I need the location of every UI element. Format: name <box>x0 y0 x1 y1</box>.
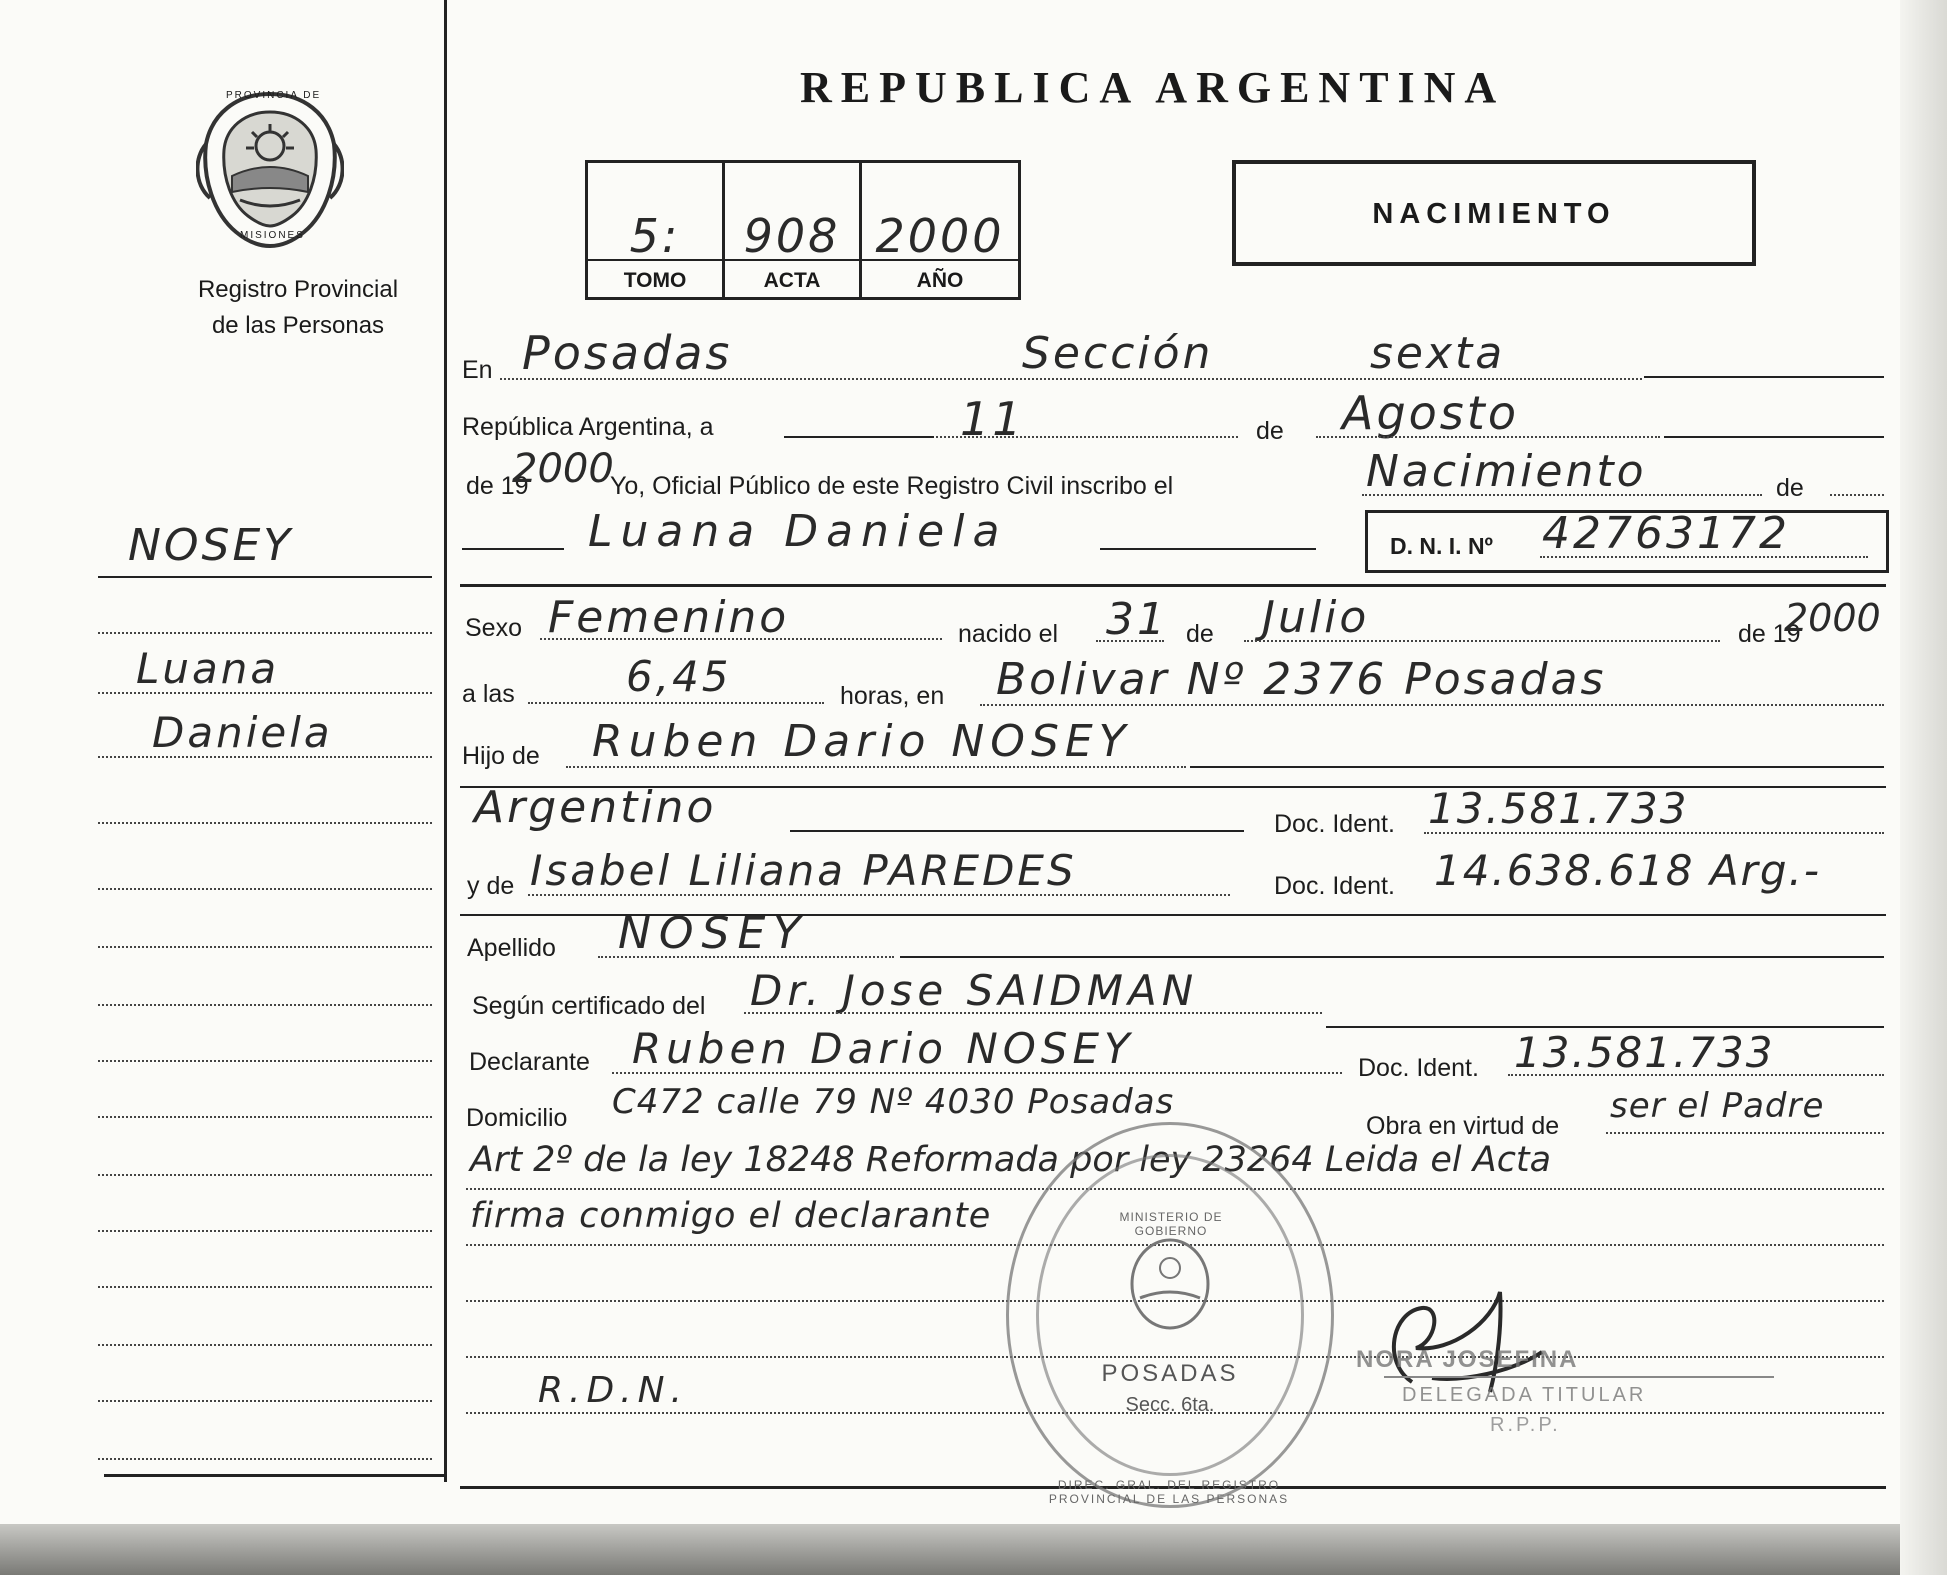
entry-rubrica: R.D.N. <box>538 1370 688 1411</box>
stamp-section: Secc. 6ta. <box>1125 1394 1215 1416</box>
margin-dotted-line <box>98 946 432 948</box>
tomo-cell <box>588 163 725 297</box>
dotted-line-dni <box>1540 556 1868 558</box>
official-stamp-title: DELEGADA TITULAR <box>1402 1384 1647 1406</box>
registration-box <box>585 160 1021 300</box>
margin-dotted-line <box>98 1116 432 1118</box>
entry-seccion: Sección <box>1022 328 1214 379</box>
entry-padre-nacionalidad: Argentino <box>474 782 717 833</box>
dotted-line-dia-nac <box>1096 640 1164 642</box>
label-republica: República Argentina, a <box>462 413 714 441</box>
entry-padre-doc: 13.581.733 <box>1428 784 1689 833</box>
dotted-line-padre-doc <box>1424 832 1884 834</box>
ano-value: 2000 <box>875 209 1005 263</box>
line-apellido-end <box>900 956 1884 958</box>
tomo-value: 5: <box>629 209 681 263</box>
label-doc-padre: Doc. Ident. <box>1274 810 1395 838</box>
stamp-ring-text: DIREC. GRAL. DEL REGISTRO PROVINCIAL DE LAS PERSONAS <box>1048 1478 1290 1506</box>
label-de: de <box>1256 417 1284 445</box>
dotted-line-medico <box>744 1012 1322 1014</box>
entry-apellido: NOSEY <box>618 908 809 959</box>
label-dni: D. N. I. Nº <box>1390 533 1493 559</box>
entry-acto: Nacimiento <box>1366 446 1647 497</box>
stamp-emblem-icon <box>1120 1232 1220 1332</box>
label-obra: Obra en virtud de <box>1366 1112 1560 1140</box>
label-oficial: Yo, Oficial Público de este Registro Civil inscribo el <box>610 472 1174 500</box>
registry-label <box>148 272 448 344</box>
entry-declarante-doc: 13.581.733 <box>1514 1028 1775 1077</box>
margin-dotted-line <box>98 692 432 694</box>
line-mes-end <box>1664 436 1884 438</box>
acta-label: ACTA <box>725 259 859 293</box>
entry-mes-inscripcion: Agosto <box>1342 386 1519 440</box>
stamp-inner-text: MINISTERIO DE GOBIERNO <box>1119 1210 1223 1238</box>
margin-dotted-line <box>98 1060 432 1062</box>
margin-dotted-line <box>98 1400 432 1402</box>
dotted-line-declarante <box>612 1072 1342 1074</box>
label-de-mes: de <box>1186 620 1214 648</box>
line-nacionalidad <box>790 830 1244 832</box>
entry-madre-doc: 14.638.618 Arg.- <box>1434 846 1821 895</box>
margin-surname: NOSEY <box>128 520 294 571</box>
entry-padre: Ruben Dario NOSEY <box>592 716 1132 767</box>
entry-dia-inscripcion: 11 <box>960 392 1025 446</box>
entry-nombres: Luana Daniela <box>588 506 1008 557</box>
label-de-acto: de <box>1776 474 1804 502</box>
line-padre-end <box>1190 766 1884 768</box>
dotted-line-obra <box>1606 1132 1884 1134</box>
label-en: En <box>462 356 493 384</box>
dotted-line-mes <box>1316 436 1660 438</box>
entry-anio-nacimiento: 2000 <box>1784 596 1881 640</box>
entry-dni: 42763172 <box>1542 508 1790 559</box>
label-doc-declarante: Doc. Ident. <box>1358 1054 1479 1082</box>
margin-dotted-line <box>98 756 432 758</box>
page-right-edge <box>1900 0 1947 1575</box>
line-nombres-start <box>462 548 564 550</box>
label-de19: de 19 <box>466 472 529 500</box>
label-y-de: y de <box>467 872 515 900</box>
entry-localidad: Posadas <box>522 326 733 380</box>
entry-sexo: Femenino <box>548 592 790 643</box>
entry-mes-nacimiento: Julio <box>1262 592 1370 643</box>
label-declarante: Declarante <box>469 1048 590 1076</box>
line-republica <box>784 436 934 438</box>
margin-first-name: Luana <box>136 644 280 693</box>
dotted-line-en <box>500 378 1642 380</box>
registry-label-line1: Registro Provincial <box>197 276 399 303</box>
line-nombres-end <box>1100 548 1316 550</box>
entry-domicilio: C472 calle 79 Nº 4030 Posadas <box>612 1082 1175 1122</box>
label-nacido: nacido el <box>958 620 1059 648</box>
entry-seccion-num: sexta <box>1370 328 1506 379</box>
country-title: REPUBLICA ARGENTINA <box>800 63 1506 112</box>
section-rule-top <box>460 584 1886 587</box>
dotted-line-acto <box>1362 494 1762 496</box>
margin-dotted-line <box>98 822 432 824</box>
margin-dotted-line <box>98 888 432 890</box>
margin-dotted-line <box>98 1344 432 1346</box>
label-de19-b: de 19 <box>1738 620 1801 648</box>
margin-dotted-line <box>98 1286 432 1288</box>
margin-middle-name: Daniela <box>152 708 333 757</box>
ano-cell <box>862 163 1018 297</box>
official-stamp-name: NORA JOSEFINA <box>1356 1346 1579 1373</box>
dotted-line-mes-nac <box>1244 640 1720 642</box>
entry-hora: 6,45 <box>626 652 732 701</box>
page-bottom-edge <box>0 1524 1947 1575</box>
misiones-seal-icon <box>196 88 344 250</box>
official-stamp-office: R.P.P. <box>1490 1414 1561 1436</box>
entry-lugar: Bolivar Nº 2376 Posadas <box>996 654 1607 705</box>
label-doc-madre: Doc. Ident. <box>1274 872 1395 900</box>
seal-top-text: PROVINCIA DE <box>226 90 322 101</box>
stamp-city: POSADAS <box>1101 1360 1239 1387</box>
label-domicilio: Domicilio <box>466 1104 568 1132</box>
margin-bottom-rule <box>104 1474 446 1477</box>
dotted-line-hora <box>528 702 824 704</box>
dotted-line-lugar <box>980 704 1884 706</box>
entry-observacion-2: firma conmigo el declarante <box>470 1196 992 1236</box>
seal-bottom-text: MISIONES <box>240 230 305 241</box>
dotted-line-sexo <box>540 638 942 640</box>
margin-dotted-line <box>98 1174 432 1176</box>
label-hijo-de: Hijo de <box>462 742 540 770</box>
label-sexo: Sexo <box>465 614 522 642</box>
acta-value: 908 <box>743 209 841 263</box>
dotted-line-acto-end <box>1830 494 1884 496</box>
margin-dotted-line <box>98 1004 432 1006</box>
label-a-las: a las <box>462 680 515 708</box>
entry-medico: Dr. Jose SAIDMAN <box>750 966 1199 1015</box>
ano-label: AÑO <box>862 259 1018 293</box>
entry-anio-inscripcion: 2000 <box>512 446 614 492</box>
certificate-type-box <box>1232 160 1756 266</box>
dotted-line-madre <box>528 894 1230 896</box>
entry-madre: Isabel Liliana PAREDES <box>530 846 1077 895</box>
label-apellido: Apellido <box>467 934 556 962</box>
margin-dotted-line <box>98 632 432 634</box>
margin-surname-rule <box>98 576 432 578</box>
label-segun: Según certificado del <box>472 992 706 1020</box>
dotted-line-dia <box>936 436 1238 438</box>
line-en-end <box>1644 376 1884 378</box>
entry-dia-nacimiento: 31 <box>1106 594 1168 645</box>
dotted-line-apellido <box>598 956 894 958</box>
margin-divider <box>444 0 447 1482</box>
margin-dotted-line <box>98 1458 432 1460</box>
label-horas-en: horas, en <box>840 682 945 710</box>
official-stamp-rule <box>1384 1376 1774 1378</box>
margin-dotted-line <box>98 1230 432 1232</box>
dotted-line-declarante-doc <box>1508 1074 1884 1076</box>
acta-cell <box>725 163 862 297</box>
tomo-label: TOMO <box>588 259 722 293</box>
entry-obra-virtud: ser el Padre <box>1610 1086 1825 1126</box>
registry-label-line2: de las Personas <box>211 312 385 339</box>
entry-observacion-1: Art 2º de la ley 18248 Reformada por ley 23264 Leida el Acta <box>470 1140 1552 1180</box>
entry-declarante: Ruben Dario NOSEY <box>632 1024 1135 1073</box>
dotted-line-padre <box>566 766 1186 768</box>
certificate-type: NACIMIENTO <box>1372 198 1616 230</box>
